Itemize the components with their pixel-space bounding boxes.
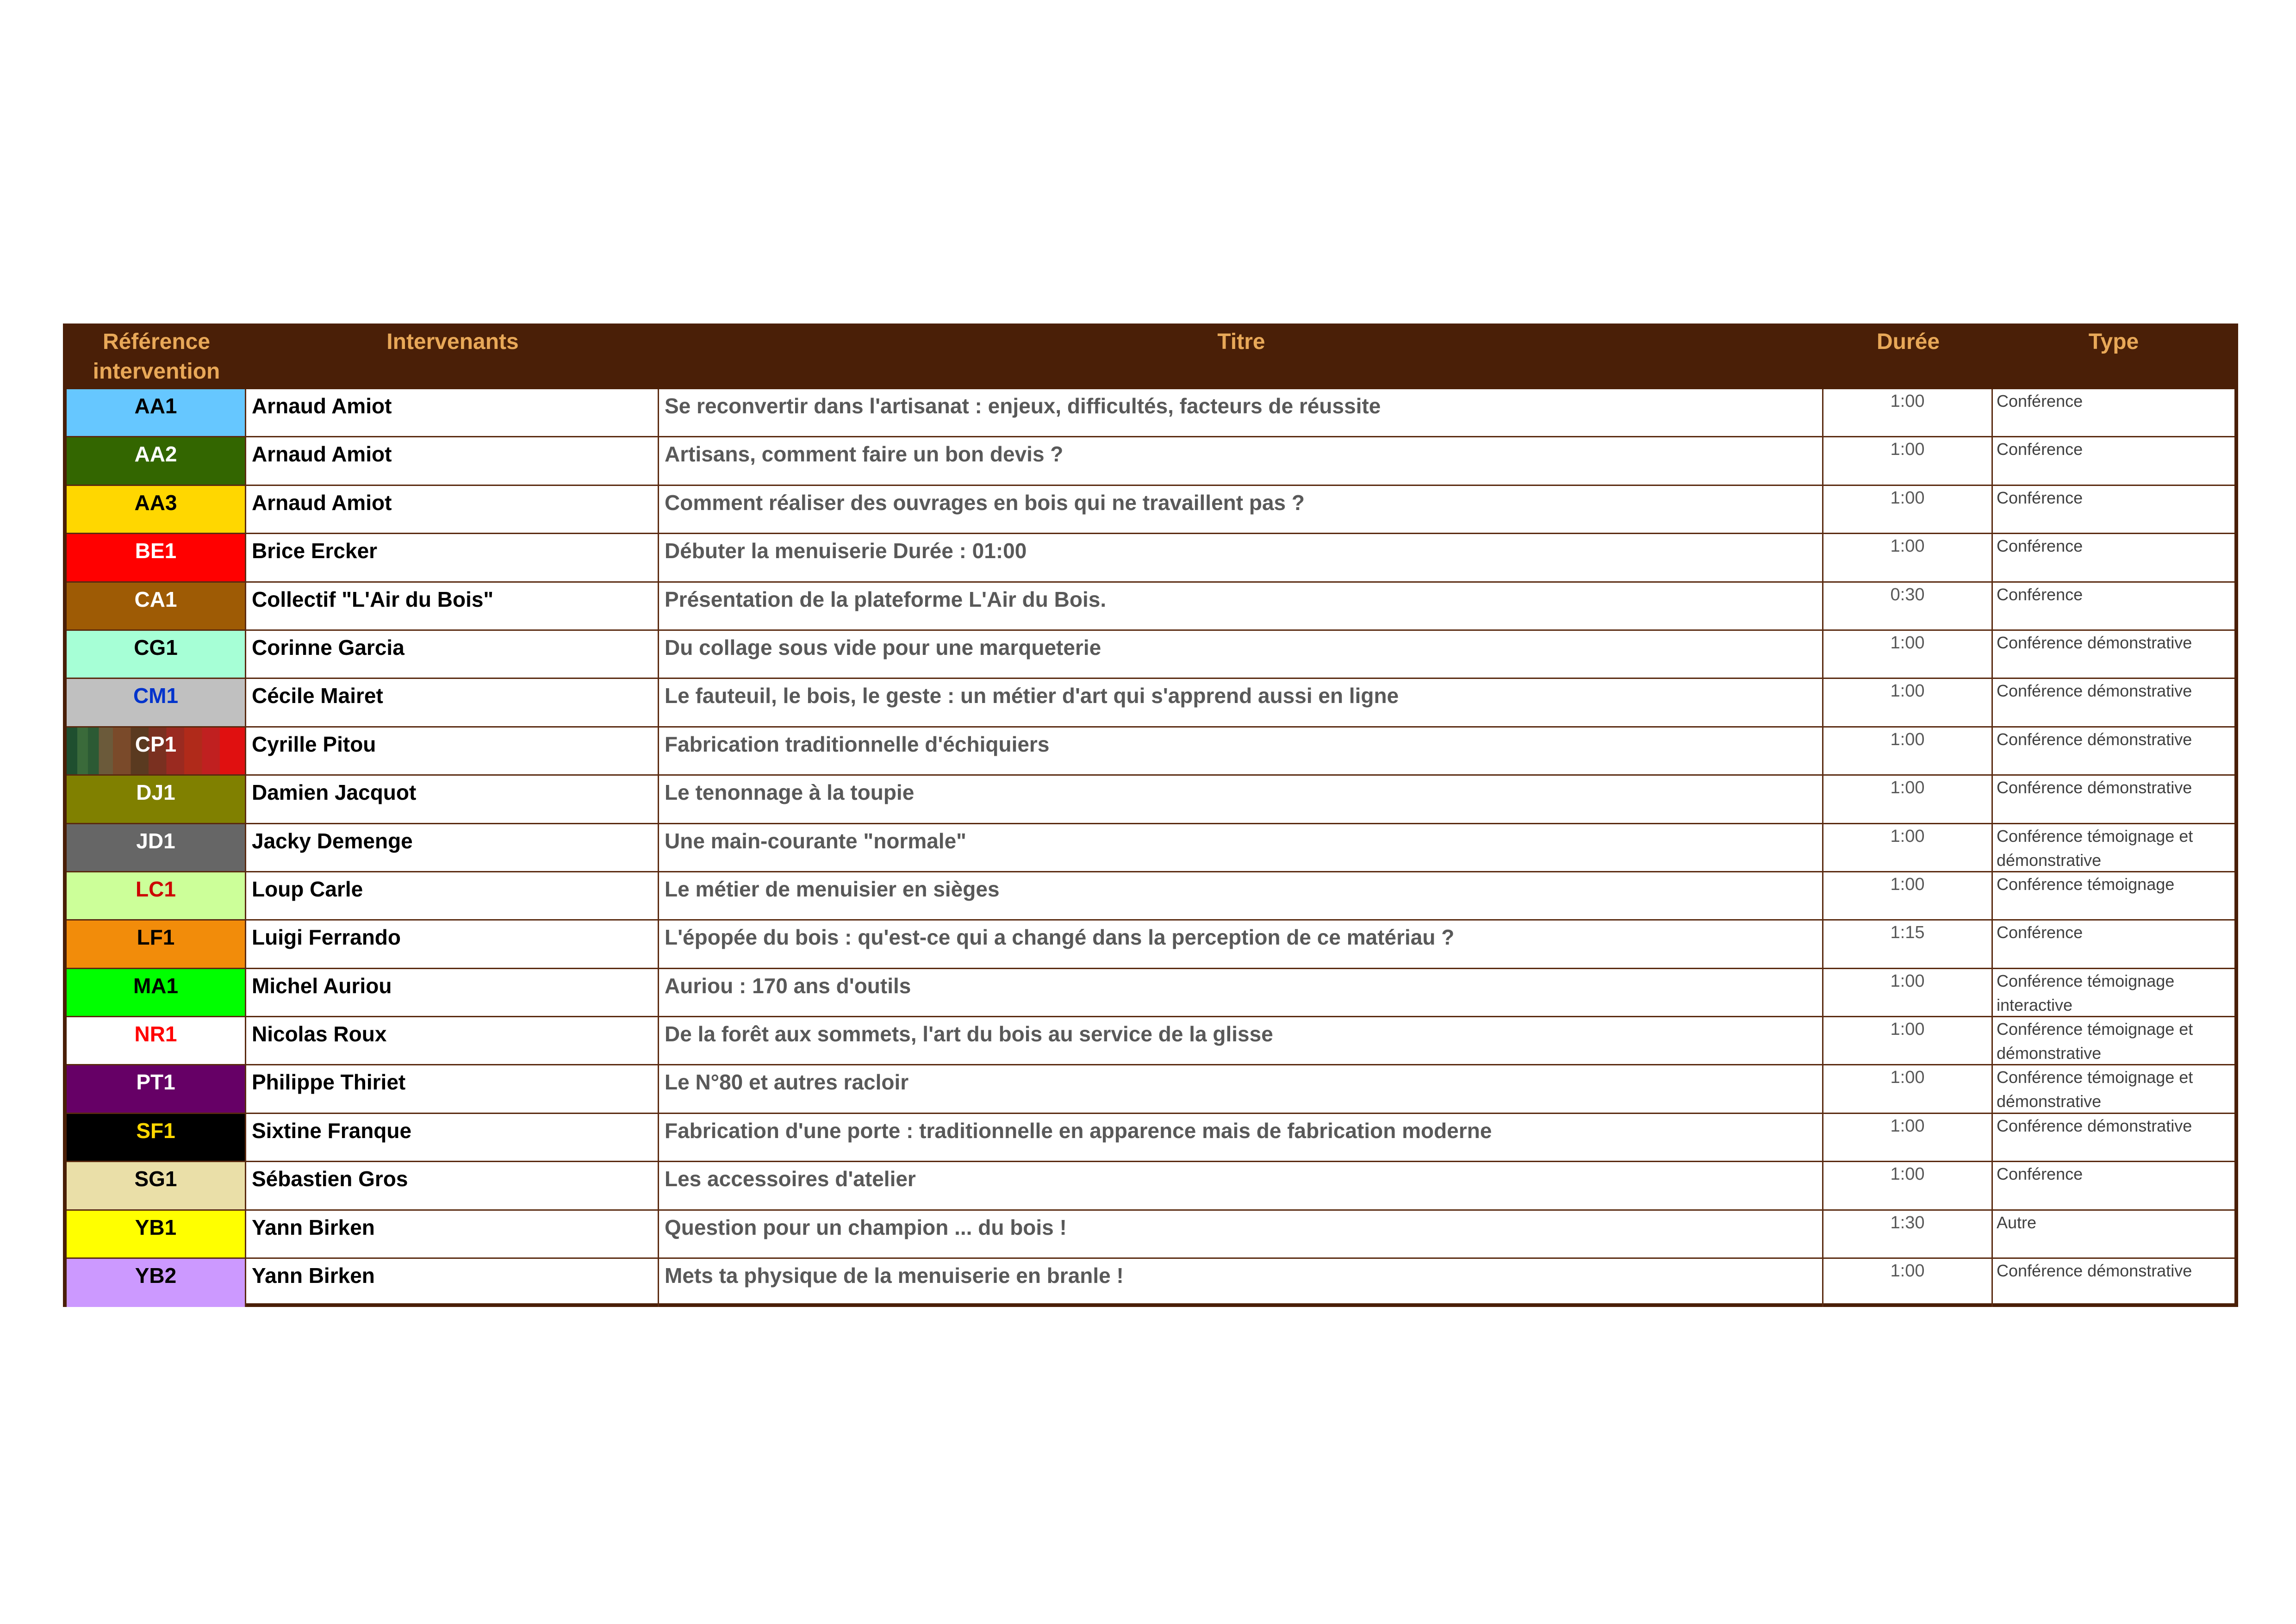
intervenant-cell: Arnaud Amiot	[246, 389, 659, 436]
duree-cell: 1:00	[1823, 776, 1993, 822]
titre-cell: Du collage sous vide pour une marqueterie	[659, 631, 1823, 678]
table-row[interactable]	[67, 631, 2234, 679]
titre-cell: Artisans, comment faire un bon devis ?	[659, 437, 1823, 484]
table-row[interactable]	[67, 389, 2234, 437]
duree-cell: 1:00	[1823, 437, 1993, 484]
reference-cell	[67, 1017, 246, 1064]
reference-code: JD1	[136, 828, 175, 853]
header-intervenants: Intervenants	[386, 330, 519, 354]
intervenant-cell: Arnaud Amiot	[246, 486, 659, 533]
reference-cell	[67, 534, 246, 581]
header-reference-line2: intervention	[93, 359, 220, 384]
reference-code: BE1	[135, 539, 177, 563]
table-row[interactable]	[67, 1162, 2234, 1210]
reference-code: LF1	[137, 925, 175, 950]
reference-cell	[67, 872, 246, 919]
reference-code: YB1	[135, 1215, 177, 1239]
type-cell: Conférence démonstrative	[1997, 1116, 2192, 1135]
reference-code: AA3	[134, 490, 177, 515]
type-cell: Conférence démonstrative	[1997, 681, 2192, 701]
duree-cell: 1:00	[1823, 1017, 1993, 1064]
table-row[interactable]	[67, 583, 2234, 631]
reference-code: AA2	[134, 442, 177, 467]
header-type: Type	[2088, 330, 2139, 354]
schedule-table	[63, 324, 2238, 1307]
reference-cell	[67, 728, 246, 774]
titre-cell: Se reconvertir dans l'artisanat : enjeux, difficultés, facteurs de réussite	[659, 389, 1823, 436]
intervenant-cell: Philippe Thiriet	[246, 1065, 659, 1112]
table-row[interactable]	[67, 824, 2234, 872]
duree-cell: 1:00	[1823, 1162, 1993, 1209]
reference-cell	[67, 1114, 246, 1161]
reference-code: MA1	[133, 973, 179, 998]
type-cell: Conférence témoignage et démonstrative	[1997, 1020, 2193, 1063]
intervenant-cell: Damien Jacquot	[246, 776, 659, 822]
intervenant-cell: Michel Auriou	[246, 969, 659, 1016]
duree-cell: 1:00	[1823, 1114, 1993, 1161]
duree-cell: 1:00	[1823, 534, 1993, 581]
type-cell: Conférence démonstrative	[1997, 633, 2192, 652]
header-reference	[67, 327, 246, 389]
titre-cell: Le N°80 et autres racloir	[659, 1065, 1823, 1112]
titre-cell: Fabrication d'une porte : traditionnelle en apparence mais de fabrication moderne	[659, 1114, 1823, 1161]
intervenant-cell: Luigi Ferrando	[246, 921, 659, 967]
reference-cell	[67, 1065, 246, 1112]
intervenant-cell: Sixtine Franque	[246, 1114, 659, 1161]
type-cell: Conférence	[1997, 1164, 2083, 1184]
intervenant-cell: Cécile Mairet	[246, 679, 659, 726]
titre-cell: De la forêt aux sommets, l'art du bois au service de la glisse	[659, 1017, 1823, 1064]
table-row[interactable]	[67, 872, 2234, 921]
table-row[interactable]	[67, 679, 2234, 727]
table-body	[67, 389, 2234, 1307]
intervenant-cell: Cyrille Pitou	[246, 728, 659, 774]
reference-cell	[67, 776, 246, 822]
intervenant-cell: Nicolas Roux	[246, 1017, 659, 1064]
reference-code: PT1	[136, 1070, 175, 1095]
reference-code: AA1	[134, 394, 177, 418]
type-cell: Conférence	[1997, 392, 2083, 411]
type-cell: Conférence	[1997, 585, 2083, 604]
type-cell: Conférence	[1997, 488, 2083, 507]
titre-cell: Auriou : 170 ans d'outils	[659, 969, 1823, 1016]
type-cell: Conférence témoignage interactive	[1997, 971, 2175, 1014]
intervenant-cell: Jacky Demenge	[246, 824, 659, 871]
duree-cell: 1:00	[1823, 872, 1993, 919]
type-cell: Conférence témoignage et démonstrative	[1997, 826, 2193, 870]
duree-cell: 1:00	[1823, 728, 1993, 774]
duree-cell: 0:30	[1823, 583, 1993, 629]
titre-cell: Le métier de menuisier en sièges	[659, 872, 1823, 919]
titre-cell: L'épopée du bois : qu'est-ce qui a changé dans la perception de ce matériau ?	[659, 921, 1823, 967]
intervenant-cell: Sébastien Gros	[246, 1162, 659, 1209]
table-row[interactable]	[67, 486, 2234, 534]
reference-cell	[67, 389, 246, 436]
duree-cell: 1:15	[1823, 921, 1993, 967]
reference-code: YB2	[135, 1263, 177, 1288]
intervenant-cell: Arnaud Amiot	[246, 437, 659, 484]
table-row[interactable]	[67, 437, 2234, 485]
reference-code: DJ1	[136, 780, 175, 805]
titre-cell: Le tenonnage à la toupie	[659, 776, 1823, 822]
table-row[interactable]	[67, 921, 2234, 969]
intervenant-cell: Loup Carle	[246, 872, 659, 919]
reference-cell	[67, 921, 246, 967]
reference-cell	[67, 969, 246, 1016]
reference-cell	[67, 437, 246, 484]
titre-cell: Présentation de la plateforme L'Air du Bois.	[659, 583, 1823, 629]
reference-cell	[67, 1211, 246, 1257]
intervenant-cell: Corinne Garcia	[246, 631, 659, 678]
reference-cell	[67, 679, 246, 726]
table-row[interactable]	[67, 728, 2234, 776]
table-row[interactable]	[67, 1259, 2234, 1307]
duree-cell: 1:00	[1823, 1065, 1993, 1112]
intervenant-cell: Brice Ercker	[246, 534, 659, 581]
type-cell: Conférence	[1997, 536, 2083, 556]
table-header	[67, 327, 2234, 389]
reference-cell	[67, 1162, 246, 1209]
reference-cell	[67, 631, 246, 678]
duree-cell: 1:30	[1823, 1211, 1993, 1257]
duree-cell: 1:00	[1823, 1259, 1993, 1307]
reference-code: LC1	[136, 877, 176, 901]
titre-cell: Question pour un champion ... du bois !	[659, 1211, 1823, 1257]
duree-cell: 1:00	[1823, 631, 1993, 678]
duree-cell: 1:00	[1823, 389, 1993, 436]
titre-cell: Le fauteuil, le bois, le geste : un métier d'art qui s'apprend aussi en ligne	[659, 679, 1823, 726]
table-row[interactable]	[67, 1211, 2234, 1259]
intervenant-cell: Yann Birken	[246, 1211, 659, 1257]
type-cell: Conférence témoignage	[1997, 874, 2175, 894]
titre-cell: Fabrication traditionnelle d'échiquiers	[659, 728, 1823, 774]
reference-cell	[67, 1259, 246, 1307]
table-row[interactable]	[67, 1017, 2234, 1065]
reference-code: CG1	[134, 635, 178, 660]
reference-code: NR1	[134, 1022, 177, 1046]
titre-cell: Débuter la menuiserie Durée : 01:00	[659, 534, 1823, 581]
header-titre: Titre	[1217, 330, 1265, 354]
reference-cell	[67, 583, 246, 629]
type-cell: Conférence démonstrative	[1997, 729, 2192, 749]
duree-cell: 1:00	[1823, 486, 1993, 533]
reference-code: CA1	[134, 587, 177, 611]
duree-cell: 1:00	[1823, 824, 1993, 871]
reference-code: CM1	[133, 684, 179, 708]
header-reference-line1: Référence	[102, 330, 211, 354]
titre-cell: Une main-courante "normale"	[659, 824, 1823, 871]
reference-code: SG1	[134, 1167, 177, 1191]
table-row[interactable]	[67, 969, 2234, 1017]
table-row[interactable]	[67, 1114, 2234, 1162]
table-row[interactable]	[67, 1065, 2234, 1114]
type-cell: Conférence	[1997, 440, 2083, 459]
type-cell: Conférence démonstrative	[1997, 1261, 2192, 1281]
intervenant-cell: Yann Birken	[246, 1259, 659, 1307]
header-duree: Durée	[1876, 330, 1940, 354]
type-cell: Autre	[1997, 1213, 2037, 1232]
titre-cell: Les accessoires d'atelier	[659, 1162, 1823, 1209]
type-cell: Conférence	[1997, 923, 2083, 942]
titre-cell: Mets ta physique de la menuiserie en branle !	[659, 1259, 1823, 1307]
intervenant-cell: Collectif "L'Air du Bois"	[246, 583, 659, 629]
type-cell: Conférence démonstrative	[1997, 778, 2192, 797]
titre-cell: Comment réaliser des ouvrages en bois qui ne travaillent pas ?	[659, 486, 1823, 533]
duree-cell: 1:00	[1823, 969, 1993, 1016]
table-row[interactable]	[67, 776, 2234, 824]
type-cell: Conférence témoignage et démonstrative	[1997, 1068, 2193, 1111]
duree-cell: 1:00	[1823, 679, 1993, 726]
reference-cell	[67, 486, 246, 533]
reference-code: CP1	[135, 732, 177, 756]
table-row[interactable]	[67, 534, 2234, 582]
reference-code: SF1	[136, 1118, 175, 1143]
reference-cell	[67, 824, 246, 871]
